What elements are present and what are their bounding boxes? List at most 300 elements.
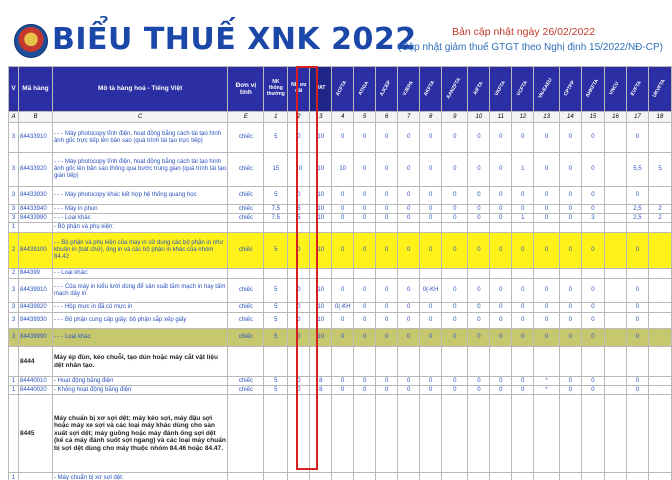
level-cell: 1 — [9, 377, 19, 386]
rate-cell: 0 — [332, 187, 354, 205]
rate-cell — [605, 223, 627, 233]
column-header — [468, 67, 490, 112]
rate-cell — [605, 347, 627, 377]
rate-cell: 15 — [264, 153, 288, 187]
description-cell: - - Loại khác: — [52, 269, 227, 279]
hs-code-cell: 8445 — [18, 395, 52, 473]
column-index: 9 — [442, 112, 468, 123]
rate-cell: 0 — [468, 205, 490, 214]
rate-cell: 0 — [420, 386, 442, 395]
rate-cell: 0 — [442, 205, 468, 214]
rate-cell: 0 — [490, 303, 512, 313]
table-row[interactable] — [9, 386, 672, 395]
vat-rate-cell: 10 — [310, 279, 332, 303]
rate-cell: 0 — [468, 214, 490, 223]
rate-cell: 0 — [559, 123, 581, 153]
rate-cell — [264, 269, 288, 279]
rate-cell — [648, 473, 671, 480]
rate-cell: 0 — [626, 329, 648, 347]
rate-cell: 0 — [468, 329, 490, 347]
rate-cell: 0 — [490, 187, 512, 205]
rate-cell: 0 — [442, 123, 468, 153]
rate-cell — [559, 223, 581, 233]
rate-cell: 2 — [648, 214, 671, 223]
level-cell: 2 — [9, 233, 19, 269]
rate-cell — [581, 473, 604, 480]
column-index: B — [18, 112, 52, 123]
rate-cell: 5 — [264, 187, 288, 205]
column-index: 12 — [512, 112, 534, 123]
hs-code-cell: 844399 — [18, 269, 52, 279]
vat-rate-cell: 8 — [310, 386, 332, 395]
hs-code-cell: 84439100 — [18, 233, 52, 269]
rate-cell: 0 — [512, 187, 534, 205]
rate-cell — [354, 395, 376, 473]
rate-cell — [648, 347, 671, 377]
rate-cell: 0(-KH — [420, 279, 442, 303]
rate-cell — [534, 347, 560, 377]
hs-code-cell: 84440020 — [18, 386, 52, 395]
rate-cell: 5 — [264, 279, 288, 303]
table-row[interactable] — [9, 279, 672, 303]
column-header — [354, 67, 376, 112]
rate-cell — [512, 395, 534, 473]
table-header-row — [9, 67, 672, 112]
rate-cell — [648, 187, 671, 205]
column-header — [626, 67, 648, 112]
column-index: 5 — [354, 112, 376, 123]
rate-cell — [605, 329, 627, 347]
rate-cell: 0 — [420, 377, 442, 386]
rate-cell: 0 — [626, 303, 648, 313]
level-cell: 3 — [9, 187, 19, 205]
rate-cell — [605, 214, 627, 223]
rate-cell: 0 — [420, 313, 442, 329]
rate-cell: 0 — [442, 153, 468, 187]
rate-cell — [648, 223, 671, 233]
rate-cell: 10 — [332, 153, 354, 187]
column-index: C — [52, 112, 227, 123]
rate-cell: 0 — [376, 377, 398, 386]
level-cell: 1 — [9, 223, 19, 233]
rate-cell: 0 — [626, 313, 648, 329]
description-cell: - Máy chuẩn bị xơ sợi dệt: — [52, 473, 227, 480]
rate-cell — [605, 395, 627, 473]
table-row[interactable] — [9, 473, 672, 480]
rate-cell: 0 — [581, 303, 604, 313]
column-index: 13 — [534, 112, 560, 123]
rate-cell: 10 — [288, 153, 310, 187]
rate-cell — [605, 377, 627, 386]
rate-cell: 0 — [534, 233, 560, 269]
description-cell: - - - Bộ phận cung cấp giấy; bộ phận sắp xếp giấy — [52, 313, 227, 329]
column-index: 10 — [468, 112, 490, 123]
rate-cell: 0 — [512, 279, 534, 303]
rate-cell: 0 — [354, 329, 376, 347]
rate-cell — [581, 347, 604, 377]
rate-cell: 0 — [332, 329, 354, 347]
rate-cell: 0 — [581, 187, 604, 205]
rate-cell: 0 — [376, 153, 398, 187]
rate-cell: 0 — [490, 214, 512, 223]
column-header: V — [9, 67, 19, 112]
column-header: Mô tả hàng hoá - Tiếng Việt — [52, 67, 227, 112]
rate-cell: 0 — [332, 377, 354, 386]
rate-cell — [512, 347, 534, 377]
rate-cell — [490, 347, 512, 377]
column-header-label: AIFTA — [471, 80, 485, 97]
rate-cell: 0 — [288, 187, 310, 205]
rate-cell: 0 — [581, 279, 604, 303]
rate-cell — [512, 223, 534, 233]
level-cell: 3 — [9, 279, 19, 303]
rate-cell — [264, 223, 288, 233]
hs-code-cell: 84439930 — [18, 313, 52, 329]
rate-cell: 0 — [398, 233, 420, 269]
rate-cell: 0 — [420, 205, 442, 214]
rate-cell: 0 — [581, 123, 604, 153]
vat-rate-cell: 10 — [310, 303, 332, 313]
rate-cell: 0 — [559, 187, 581, 205]
rate-cell: 5,5 — [626, 153, 648, 187]
tariff-table-container — [8, 66, 672, 480]
rate-cell — [468, 473, 490, 480]
column-header — [512, 67, 534, 112]
unit-cell: chiếc — [228, 386, 264, 395]
rate-cell: 0 — [512, 205, 534, 214]
rate-cell: 0 — [490, 279, 512, 303]
column-index: 11 — [490, 112, 512, 123]
unit-cell: chiếc — [228, 233, 264, 269]
rate-cell — [354, 473, 376, 480]
rate-cell: 0 — [442, 377, 468, 386]
rate-cell: 0 — [354, 214, 376, 223]
unit-cell — [228, 347, 264, 377]
rate-cell: 0 — [288, 279, 310, 303]
column-index: 2 — [288, 112, 310, 123]
rate-cell — [648, 269, 671, 279]
rate-cell — [605, 123, 627, 153]
rate-cell — [354, 269, 376, 279]
rate-cell: 0 — [559, 214, 581, 223]
rate-cell: 1 — [512, 214, 534, 223]
rate-cell — [398, 395, 420, 473]
column-header — [376, 67, 398, 112]
rate-cell: 0 — [420, 303, 442, 313]
rate-cell: 0 — [468, 233, 490, 269]
rate-cell: 0 — [626, 233, 648, 269]
column-header-label: CPTPP — [562, 79, 577, 98]
hs-code-cell: 84433910 — [18, 123, 52, 153]
rate-cell: 0 — [332, 233, 354, 269]
level-cell: 3 — [9, 153, 19, 187]
rate-cell: 0 — [420, 153, 442, 187]
rate-cell: 0 — [512, 377, 534, 386]
rate-cell: 0 — [376, 123, 398, 153]
column-index: 14 — [559, 112, 581, 123]
rate-cell — [468, 395, 490, 473]
column-header — [442, 67, 468, 112]
rate-cell: 0 — [559, 205, 581, 214]
column-header-label: EVFTA — [630, 80, 644, 98]
hs-code-cell: 84433990 — [18, 214, 52, 223]
rate-cell — [420, 223, 442, 233]
rate-cell: 0 — [468, 187, 490, 205]
rate-cell — [442, 223, 468, 233]
rate-cell — [648, 233, 671, 269]
rate-cell — [468, 269, 490, 279]
table-row[interactable] — [9, 214, 672, 223]
rate-cell: 0 — [534, 279, 560, 303]
rate-cell: 0 — [420, 329, 442, 347]
rate-cell: 0 — [398, 386, 420, 395]
rate-cell: 0 — [376, 313, 398, 329]
level-cell: 3 — [9, 313, 19, 329]
unit-cell — [228, 269, 264, 279]
rate-cell — [420, 347, 442, 377]
rate-cell: 0 — [559, 313, 581, 329]
page-title: BIỂU THUẾ XNK 2022 — [52, 22, 417, 57]
table-row[interactable] — [9, 377, 672, 386]
rate-cell: 0 — [354, 233, 376, 269]
description-cell: - - - Máy photocopy tĩnh điện, hoạt động bằng cách tái tạo hình ảnh gốc trực tiếp lên bản sao (quá trình tái tạo trực tiếp) — [52, 123, 227, 153]
rate-cell: 0 — [398, 205, 420, 214]
rate-cell — [605, 269, 627, 279]
rate-cell — [626, 347, 648, 377]
rate-cell: 0 — [490, 377, 512, 386]
column-header — [581, 67, 604, 112]
rate-cell — [605, 279, 627, 303]
rate-cell: 0 — [332, 205, 354, 214]
rate-cell: 0 — [490, 123, 512, 153]
level-cell: 1 — [9, 386, 19, 395]
column-header-label: AANZFTA — [445, 76, 463, 101]
rate-cell: 7.5 — [264, 205, 288, 214]
level-cell: 2 — [9, 269, 19, 279]
rate-cell — [648, 377, 671, 386]
rate-cell — [605, 205, 627, 214]
rate-cell: 0 — [420, 214, 442, 223]
unit-cell: chiếc — [228, 123, 264, 153]
table-row[interactable] — [9, 329, 672, 347]
rate-cell: 0 — [442, 303, 468, 313]
vat-rate-cell: 10 — [310, 187, 332, 205]
rate-cell: 0 — [332, 123, 354, 153]
rate-cell — [534, 223, 560, 233]
rate-cell: 0 — [398, 187, 420, 205]
rate-cell — [376, 395, 398, 473]
page-header — [0, 0, 672, 66]
rate-cell: * — [534, 377, 560, 386]
vat-rate-cell: 10 — [310, 123, 332, 153]
rate-cell: 0 — [354, 386, 376, 395]
unit-cell: chiếc — [228, 214, 264, 223]
vat-rate-cell — [310, 269, 332, 279]
rate-cell: 0 — [581, 377, 604, 386]
rate-cell: * — [534, 386, 560, 395]
rate-cell: 0 — [581, 233, 604, 269]
rate-cell — [626, 395, 648, 473]
rate-cell — [490, 269, 512, 279]
rate-cell: 0 — [354, 153, 376, 187]
rate-cell — [490, 395, 512, 473]
rate-cell: 0 — [420, 187, 442, 205]
rate-cell — [605, 187, 627, 205]
rate-cell: 0 — [376, 214, 398, 223]
rate-cell: 5 — [264, 123, 288, 153]
rate-cell: 0 — [376, 233, 398, 269]
column-index: E — [228, 112, 264, 123]
rate-cell — [468, 223, 490, 233]
rate-cell: 0 — [332, 313, 354, 329]
rate-cell: 0 — [490, 313, 512, 329]
hs-code-cell: 84439920 — [18, 303, 52, 313]
rate-cell: 0 — [442, 386, 468, 395]
table-row[interactable] — [9, 303, 672, 313]
rate-cell: 0 — [442, 187, 468, 205]
level-cell — [9, 347, 19, 377]
rate-cell: 0 — [376, 205, 398, 214]
description-cell: - - - Máy photocopy tĩnh điện, hoạt động bằng cách tái tạo hình ảnh gốc lên bản sao thông qua bước trung gian (quá trình tái tạo gián tiếp) — [52, 153, 227, 187]
rate-cell: 0 — [376, 187, 398, 205]
rate-cell — [534, 473, 560, 480]
rate-cell — [626, 473, 648, 480]
column-header: VAT — [310, 67, 332, 112]
description-cell: - - - Máy in phun — [52, 205, 227, 214]
unit-cell: chiếc — [228, 279, 264, 303]
description-cell: - - - Của máy in kiểu lưới dùng để sản xuất tấm mạch in hay tấm mạch dây in — [52, 279, 227, 303]
rate-cell: 0 — [626, 377, 648, 386]
rate-cell: 0 — [332, 279, 354, 303]
vat-rate-cell: 10 — [310, 205, 332, 214]
vat-rate-cell: 10 — [310, 153, 332, 187]
rate-cell — [648, 329, 671, 347]
level-cell: 3 — [9, 205, 19, 214]
rate-cell — [264, 473, 288, 480]
rate-cell: 0(-KH — [332, 303, 354, 313]
rate-cell — [376, 269, 398, 279]
column-header-label: VJEPA — [401, 80, 415, 98]
rate-cell: 0 — [559, 386, 581, 395]
rate-cell — [581, 223, 604, 233]
rate-cell: 0 — [512, 386, 534, 395]
table-row[interactable] — [9, 123, 672, 153]
rate-cell — [442, 395, 468, 473]
rate-cell — [264, 347, 288, 377]
rate-cell: 3 — [581, 214, 604, 223]
rate-cell — [332, 473, 354, 480]
rate-cell — [581, 269, 604, 279]
rate-cell: 0 — [288, 123, 310, 153]
rate-cell — [442, 473, 468, 480]
rate-cell: 0 — [512, 329, 534, 347]
level-cell: 1 — [9, 473, 19, 480]
column-index: 17 — [626, 112, 648, 123]
rate-cell — [332, 395, 354, 473]
hs-code-cell: 84440010 — [18, 377, 52, 386]
rate-cell: 0 — [468, 279, 490, 303]
rate-cell: 0 — [626, 123, 648, 153]
table-row[interactable] — [9, 187, 672, 205]
unit-cell: chiếc — [228, 153, 264, 187]
rate-cell — [376, 347, 398, 377]
rate-cell: 2 — [648, 205, 671, 214]
rate-cell — [490, 223, 512, 233]
rate-cell — [354, 347, 376, 377]
column-header: Mã hàng — [18, 67, 52, 112]
rate-cell — [534, 395, 560, 473]
rate-cell — [420, 395, 442, 473]
column-header-label: VKFTA — [493, 80, 507, 98]
column-header-label: AHKFTA — [584, 78, 600, 99]
rate-cell: 0 — [332, 386, 354, 395]
rate-cell: 0 — [398, 329, 420, 347]
table-row[interactable] — [9, 313, 672, 329]
rate-cell — [605, 233, 627, 269]
vat-rate-cell: 10 — [310, 329, 332, 347]
column-header — [605, 67, 627, 112]
column-index: 6 — [376, 112, 398, 123]
rate-cell — [605, 303, 627, 313]
rate-cell: 0 — [332, 214, 354, 223]
table-row[interactable] — [9, 269, 672, 279]
rate-cell: 0 — [581, 329, 604, 347]
rate-cell — [288, 473, 310, 480]
rate-cell: 0 — [376, 329, 398, 347]
column-index: 18 — [648, 112, 671, 123]
hs-code-cell: 84439910 — [18, 279, 52, 303]
description-cell: Máy ép đùn, kéo chuỗi, tạo dún hoặc máy cắt vật liệu dệt nhân tạo. — [52, 347, 227, 377]
rate-cell — [332, 223, 354, 233]
rate-cell: 0 — [534, 205, 560, 214]
rate-cell: 0 — [534, 329, 560, 347]
vat-rate-cell — [310, 473, 332, 480]
description-cell: - Bộ phận và phụ kiện: — [52, 223, 227, 233]
rate-cell: 0 — [626, 187, 648, 205]
table-row[interactable] — [9, 395, 672, 473]
column-index: 7 — [398, 112, 420, 123]
rate-cell: 0 — [468, 123, 490, 153]
rate-cell — [512, 473, 534, 480]
table-row[interactable] — [9, 205, 672, 214]
table-row[interactable] — [9, 347, 672, 377]
rate-cell: 0 — [490, 205, 512, 214]
rate-cell: 0 — [534, 153, 560, 187]
rate-cell: 0 — [354, 377, 376, 386]
rate-cell: 0 — [534, 214, 560, 223]
table-row[interactable] — [9, 223, 672, 233]
rate-cell: 0 — [398, 303, 420, 313]
rate-cell: 0 — [354, 123, 376, 153]
rate-cell — [398, 473, 420, 480]
table-row[interactable] — [9, 153, 672, 187]
column-header-label: VNCU — [608, 80, 621, 97]
rate-cell: 0 — [376, 303, 398, 313]
column-header-label: VCFTA — [515, 80, 529, 98]
update-date: Bản cập nhật ngày 26/02/2022 — [452, 26, 596, 38]
column-index-row — [9, 112, 672, 123]
column-header — [398, 67, 420, 112]
rate-cell — [420, 473, 442, 480]
rate-cell: 5 — [264, 329, 288, 347]
rate-cell — [559, 473, 581, 480]
column-header: NK thông thường — [264, 67, 288, 112]
rate-cell — [398, 223, 420, 233]
rate-cell: 2,5 — [626, 214, 648, 223]
table-row[interactable] — [9, 233, 672, 269]
hs-code-cell: 84433940 — [18, 205, 52, 214]
rate-cell: 0 — [288, 377, 310, 386]
